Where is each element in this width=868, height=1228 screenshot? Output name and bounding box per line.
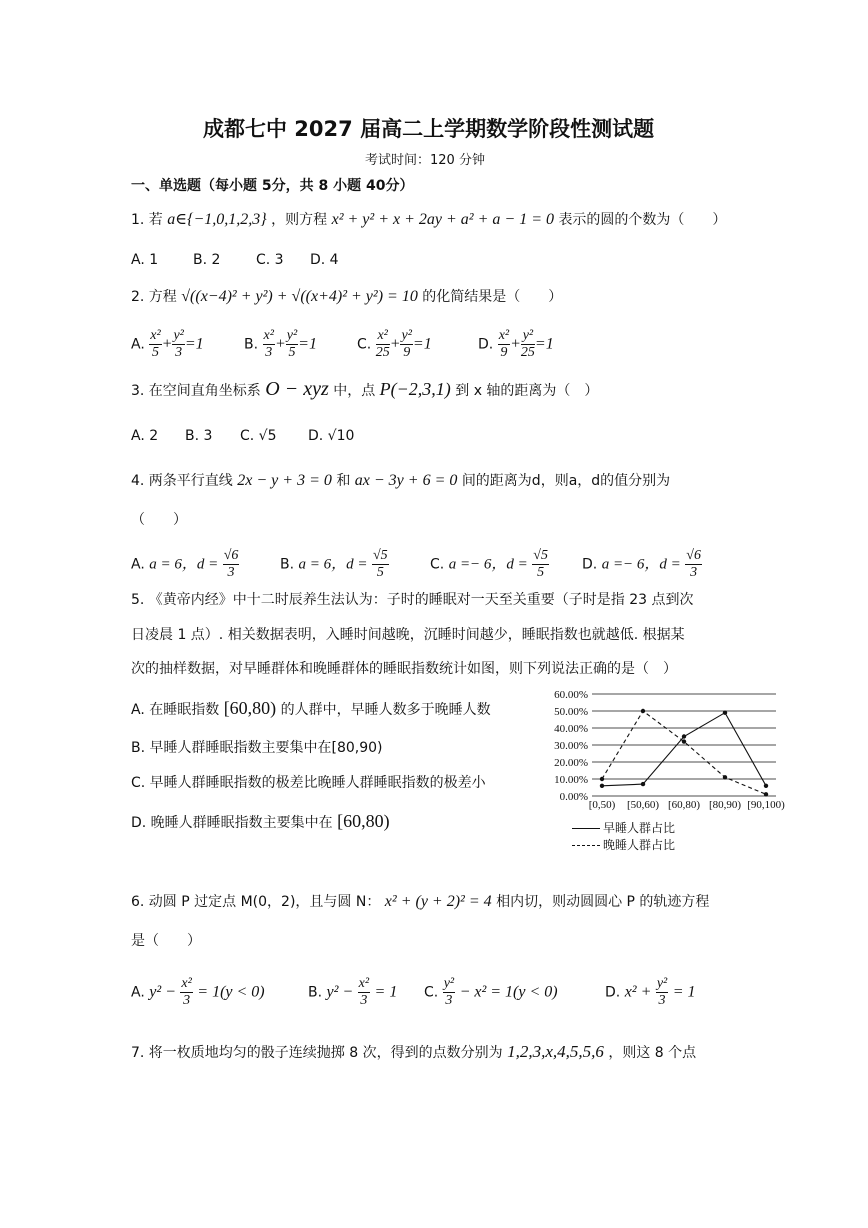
y-tick-label: 40.00% — [554, 723, 588, 735]
series-early-point — [682, 734, 686, 738]
q4-line-1: 2x − y + 3 = 0 — [237, 472, 332, 489]
legend-early-line — [572, 828, 600, 829]
legend-late-label: 晚睡人群占比 — [603, 838, 676, 852]
series-early-point — [600, 784, 604, 788]
question-7-stem — [131, 1043, 696, 1062]
q3-point: P(−2,3,1) — [379, 379, 451, 399]
q2-b-label: B. — [244, 336, 259, 353]
x-tick-label: [90,100) — [747, 799, 785, 811]
q7-text-b: ，则这 8 个点 — [608, 1045, 697, 1061]
q1-text-b: ，则方程 — [271, 212, 328, 228]
x-tick-label: [50,60) — [626, 799, 660, 811]
q3-text-b: 中，点 — [333, 383, 376, 399]
q2-option-a: A. $\frac{\text{x²}}{5}$ + $\frac{\text{y²}}{3}$ =1 — [131, 328, 204, 360]
legend-early-label: 早睡人群占比 — [603, 821, 676, 835]
question-3-stem — [131, 380, 598, 400]
y-tick-label: 10.00% — [554, 774, 588, 786]
q6-option-c: C. $\frac{\text{y²}}{3}$ − x² = 1(y < 0) — [424, 976, 558, 1008]
y-tick-label: 50.00% — [554, 706, 588, 718]
q7-sequence: 1,2,3,x,4,5,5,6 — [507, 1042, 604, 1061]
q3-text-c: 到 x 轴的距离为（ ） — [455, 383, 599, 399]
q5-option-a: A. 在睡眠指数 [60,80) 的人群中，早睡人数多于晚睡人数 — [131, 698, 491, 718]
q4-text-b: 和 — [336, 473, 351, 489]
series-early-point — [723, 711, 727, 715]
x-tick-label: [80,90) — [708, 799, 742, 811]
q4-option-d: D. a =− 6，d = $\frac{√6}{3}$ — [582, 548, 701, 580]
q4-option-b: B. a = 6，d = $\frac{√5}{5}$ — [280, 548, 388, 580]
q6-c-frac: $\frac{\text{y²}}{3}$ — [443, 976, 455, 1008]
q1-option-c: C. 3 — [256, 252, 284, 268]
q1-set: a∈{−1,0,1,2,3} — [167, 211, 267, 228]
q6-equation: x² + (y + 2)² = 4 — [384, 893, 492, 910]
series-early-point — [764, 784, 768, 788]
y-tick-label: 20.00% — [554, 757, 588, 769]
q2-d-frac1: $\frac{\text{x²}}{9}$ — [498, 328, 510, 360]
series-late-point — [641, 709, 645, 713]
series-late-point — [682, 739, 686, 743]
q2-option-c: C. $\frac{\text{x²}}{25}$ + $\frac{\text{y²}}{9}$ =1 — [357, 328, 432, 360]
series-late-point — [764, 792, 768, 796]
q3-option-d: D. √10 — [308, 428, 355, 444]
q4-d-frac: $\frac{√6}{3}$ — [686, 548, 701, 580]
q5-option-b: B. 早睡人群睡眠指数主要集中在[80,90) — [131, 740, 383, 756]
q5-d-interval: [60,80) — [337, 811, 390, 831]
q4-text-c: 间的距离为d，则a，d的值分别为 — [461, 473, 671, 489]
q2-c-frac2: $\frac{\text{y²}}{9}$ — [401, 328, 412, 360]
q6-b-frac: $\frac{\text{x²}}{3}$ — [358, 976, 370, 1008]
q5-line-2: 日凌晨 1 点）. 相关数据表明，入睡时间越晚，沉睡时间越少，睡眠指数也就越低. 根据某 — [131, 627, 685, 643]
q6-text-b: 相内切，则动圆圆心 P 的轨迹方程 — [496, 894, 710, 910]
legend-late-line — [572, 845, 600, 846]
question-4-stem — [131, 472, 670, 490]
q2-d-label: D. — [478, 336, 494, 353]
q6-option-a: A. y² − $\frac{\text{x²}}{3}$ = 1(y < 0) — [131, 976, 265, 1008]
q2-b-frac1: $\frac{\text{x²}}{3}$ — [263, 328, 274, 360]
section-heading: 一、单选题（每小题 5分，共 8 小题 40分） — [131, 178, 414, 194]
q1-option-a: A. 1 — [131, 252, 159, 268]
q4-c-frac: $\frac{√5}{5}$ — [533, 548, 548, 580]
q3-option-b: B. 3 — [185, 428, 213, 444]
series-early-line — [602, 713, 766, 786]
q5-line-1: 5. 《黄帝内经》中十二时辰养生法认为：子时的睡眠对一天至关重要（子时是指 23 点到次 — [131, 592, 694, 608]
q6-stem-end: 是（ ） — [131, 933, 201, 949]
q6-d-frac: $\frac{\text{y²}}{3}$ — [656, 976, 668, 1008]
q3-system: O − xyz — [265, 378, 329, 400]
question-2-stem — [131, 288, 562, 306]
q1-option-b: B. 2 — [193, 252, 221, 268]
q5-line-3: 次的抽样数据，对早睡群体和晚睡群体的睡眠指数统计如图，则下列说法正确的是（ ） — [131, 661, 677, 677]
series-early-point — [641, 782, 645, 786]
series-late-point — [723, 775, 727, 779]
q2-d-frac2: $\frac{\text{y²}}{25}$ — [520, 328, 535, 360]
q2-a-frac2: $\frac{\text{y²}}{3}$ — [173, 328, 184, 360]
q5-a-interval: [60,80) — [223, 698, 277, 718]
q5-option-c: C. 早睡人群睡眠指数的极差比晚睡人群睡眠指数的极差小 — [131, 775, 486, 791]
exam-time: 考试时间：120 分钟 — [365, 153, 485, 168]
question-1-stem — [131, 211, 726, 229]
q2-equation: √((x−4)² + y²) + √((x+4)² + y²) = 10 — [181, 288, 418, 305]
q4-text-a: 4. 两条平行直线 — [131, 473, 233, 489]
q7-text-a: 7. 将一枚质地均匀的骰子连续抛掷 8 次，得到的点数分别为 — [131, 1045, 503, 1061]
q2-option-b: B. $\frac{\text{x²}}{3}$ + $\frac{\text{y²}}{5}$ =1 — [244, 328, 317, 360]
q2-option-d: D. $\frac{\text{x²}}{9}$ + $\frac{\text{y²}}{25}$ =1 — [478, 328, 554, 360]
q2-c-label: C. — [357, 336, 372, 353]
q2-b-frac2: $\frac{\text{y²}}{5}$ — [286, 328, 298, 360]
page-title: 成都七中 2027 届高二上学期数学阶段性测试题 — [203, 117, 655, 141]
q4-a-frac: $\frac{√6}{3}$ — [223, 548, 239, 580]
q1-equation: x² + y² + x + 2ay + a² + a − 1 = 0 — [331, 211, 554, 228]
q1-text-a: 1. 若 — [131, 212, 163, 228]
q3-option-c: C. √5 — [240, 428, 277, 444]
q4-answer-paren: （ ） — [131, 512, 187, 528]
q3-option-a: A. 2 — [131, 428, 159, 444]
q2-text-b: 的化简结果是（ ） — [422, 289, 563, 305]
q4-line-2: ax − 3y + 6 = 0 — [354, 472, 458, 489]
q1-option-d: D. 4 — [310, 252, 339, 268]
q2-text-a: 2. 方程 — [131, 289, 177, 305]
q3-text-a: 3. 在空间直角坐标系 — [131, 383, 261, 399]
series-late-point — [600, 777, 604, 781]
q4-option-c: C. a =− 6，d = $\frac{√5}{5}$ — [430, 548, 548, 580]
series-late-line — [602, 711, 766, 794]
sleep-index-chart — [540, 682, 785, 812]
q2-c-frac1: $\frac{\text{x²}}{25}$ — [375, 328, 390, 360]
y-tick-label: 0.00% — [559, 791, 588, 803]
q5-option-d: D. 晚睡人群睡眠指数主要集中在 [60,80) — [131, 811, 390, 831]
y-tick-label: 60.00% — [554, 689, 588, 701]
q2-a-label: A. — [131, 336, 145, 353]
q4-option-a: A. a = 6，d = $\frac{√6}{3}$ — [131, 548, 239, 580]
q6-a-frac: $\frac{\text{x²}}{3}$ — [181, 976, 192, 1008]
x-tick-label: [60,80) — [667, 799, 701, 811]
y-tick-label: 30.00% — [554, 740, 588, 752]
q2-a-frac1: $\frac{\text{x²}}{5}$ — [150, 328, 161, 360]
x-tick-label: [0,50) — [588, 799, 616, 811]
q6-text-a: 6. 动圆 P 过定点 M(0，2)，且与圆 N： — [131, 894, 381, 910]
q6-option-d: D. x² + $\frac{\text{y²}}{3}$ = 1 — [605, 976, 696, 1008]
q4-b-frac: $\frac{√5}{5}$ — [372, 548, 388, 580]
q1-text-c: 表示的圆的个数为（ ） — [558, 212, 727, 228]
question-6-stem — [131, 893, 709, 911]
q6-option-b: B. y² − $\frac{\text{x²}}{3}$ = 1 — [308, 976, 398, 1008]
